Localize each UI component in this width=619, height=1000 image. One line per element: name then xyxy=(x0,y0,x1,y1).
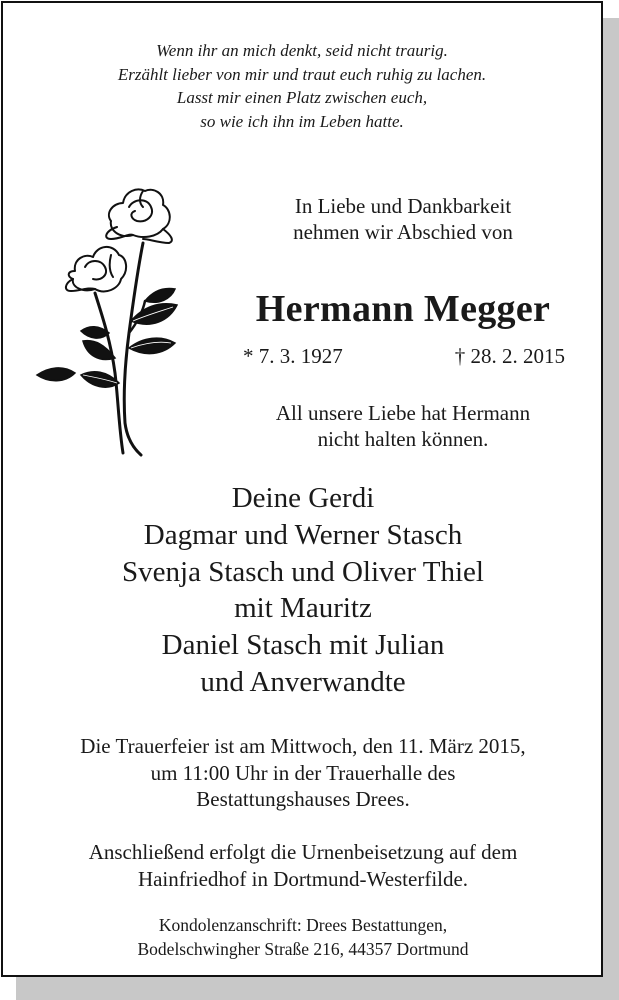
ceremony-line: Die Trauerfeier ist am Mittwoch, den 11. März 2015, xyxy=(80,734,526,758)
condolence-address xyxy=(3,913,603,961)
rose-icon xyxy=(25,183,185,463)
condolence-line: Bodelschwingher Straße 216, 44357 Dortmund xyxy=(137,939,469,959)
intro-text xyxy=(213,193,593,245)
family-list xyxy=(3,480,603,701)
ceremony-line: um 11:00 Uhr in der Trauerhalle des xyxy=(150,760,456,785)
burial-info xyxy=(3,839,603,892)
intro-line: nehmen wir Abschied von xyxy=(293,220,513,244)
family-line: Dagmar und Werner Stasch xyxy=(143,518,463,551)
deceased-name: Hermann Megger xyxy=(255,288,551,330)
love-text xyxy=(213,400,593,452)
poem-line: Erzählt lieber von mir und traut euch ruhig zu lachen. xyxy=(117,64,487,84)
family-line: mit Mauritz xyxy=(234,592,372,625)
love-line: nicht halten können. xyxy=(317,427,489,451)
burial-line: Hainfriedhof in Dortmund-Westerfilde. xyxy=(137,866,469,891)
ceremony-line: Bestattungshauses Drees. xyxy=(196,787,410,811)
intro-line: In Liebe und Dankbarkeit xyxy=(294,194,512,218)
obituary-card xyxy=(1,1,603,977)
family-line: Deine Gerdi xyxy=(231,482,375,514)
love-line: All unsere Liebe hat Hermann xyxy=(275,401,531,425)
poem xyxy=(3,39,601,133)
poem-line: Lasst mir einen Platz zwischen euch, xyxy=(176,88,428,107)
condolence-line: Kondolenzanschrift: Drees Bestattungen, xyxy=(158,915,448,935)
death-date: † 28. 2. 2015 xyxy=(454,344,565,368)
family-line: und Anverwandte xyxy=(200,665,406,698)
birth-date: * 7. 3. 1927 xyxy=(243,344,343,368)
family-line: Daniel Stasch mit Julian xyxy=(161,629,445,662)
poem-line: Wenn ihr an mich denkt, seid nicht traurig. xyxy=(156,41,448,60)
burial-line: Anschließend erfolgt die Urnenbeisetzung auf dem xyxy=(88,840,518,864)
ceremony-info xyxy=(3,733,603,813)
family-line: Svenja Stasch und Oliver Thiel xyxy=(122,555,484,588)
poem-line: so wie ich ihn im Leben hatte. xyxy=(200,111,404,131)
